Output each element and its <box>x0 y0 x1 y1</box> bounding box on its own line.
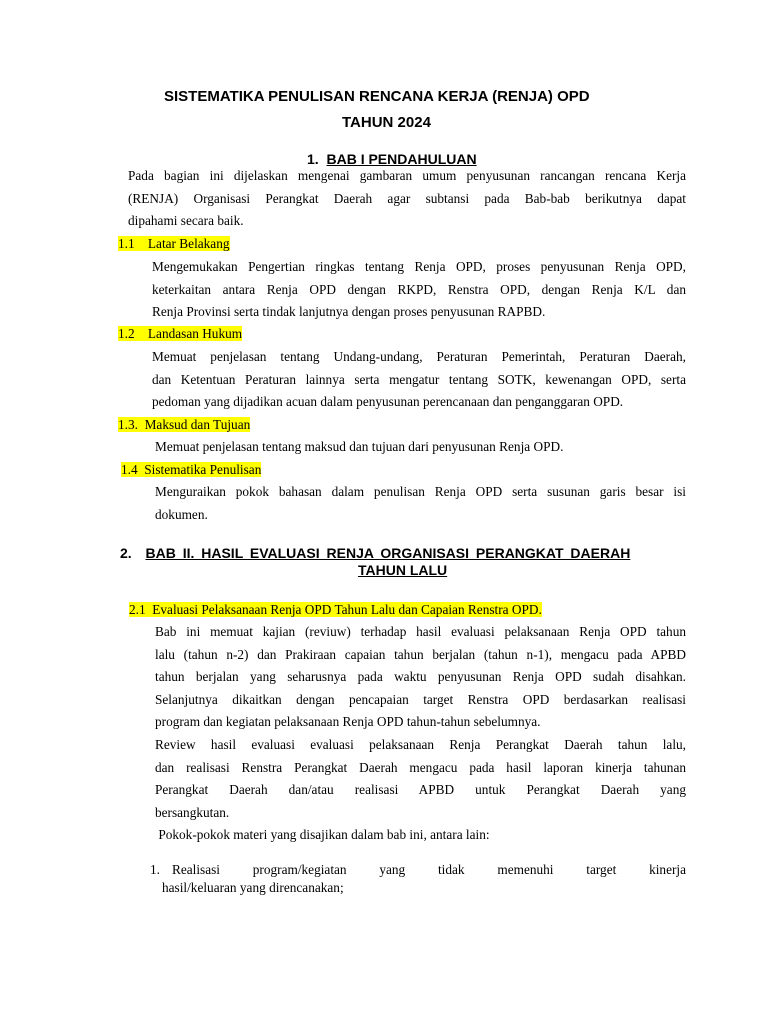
section-1-4-body <box>155 481 686 526</box>
paragraph-line: keterkaitan antara Renja OPD dengan RKPD, Renstra OPD, dengan Renja K/L dan <box>152 281 686 297</box>
section-title: Maksud dan Tujuan <box>144 417 251 432</box>
paragraph-line: dan Ketentuan Peraturan lainnya serta mengatur tentang SOTK, kewenangan OPD, serta <box>152 371 686 387</box>
list-item-line2: hasil/keluaran yang direncanakan; <box>162 880 344 895</box>
paragraph-line: Menguraikan pokok bahasan dalam penulisan Renja OPD serta susunan garis besar isi <box>155 484 686 499</box>
list-item <box>150 861 686 897</box>
chapter-1-title: BAB I PENDAHULUAN <box>326 151 477 167</box>
document-title-line1: SISTEMATIKA PENULISAN RENCANA KERJA (RENJA) OPD <box>164 88 590 105</box>
section-number: 1.1 <box>118 236 135 251</box>
section-1-2-heading <box>118 326 242 342</box>
section-title: Sistematika Penulisan <box>144 462 262 477</box>
chapter-1-intro <box>128 165 686 233</box>
section-1-1-body <box>152 256 686 324</box>
paragraph-line: (RENJA) Organisasi Perangkat Daerah agar subtansi pada Bab-bab berikutnya dapat <box>128 190 686 206</box>
section-highlight <box>118 326 242 341</box>
paragraph-line: bersangkutan. <box>155 804 230 820</box>
chapter-2-heading-line2 <box>358 562 447 578</box>
paragraph-line: lalu (tahun n-2) dan Prakiraan capaian tahun berjalan (tahun n-1), mengacu pada APBD <box>155 646 686 662</box>
section-title: Landasan Hukum <box>147 326 243 341</box>
paragraph-line: Bab ini memuat kajian (reviuw) terhadap hasil evaluasi pelaksanaan Renja OPD tahun <box>155 624 686 639</box>
section-1-3-body <box>155 436 686 459</box>
section-number: 1.4 <box>121 462 138 477</box>
chapter-2-number: 2. <box>120 545 132 561</box>
section-title: Latar Belakang <box>147 236 230 251</box>
chapter-2-title-line2: TAHUN LALU <box>358 562 448 578</box>
section-highlight <box>118 417 250 432</box>
chapter-1-number: 1. <box>307 151 319 167</box>
section-number: 1.3. <box>118 417 138 432</box>
chapter-2-title-line1: BAB II. HASIL EVALUASI RENJA ORGANISASI PERANGKAT DAERAH <box>145 545 631 561</box>
paragraph-line: dokumen. <box>155 506 208 522</box>
paragraph-line: Mengemukakan Pengertian ringkas tentang Renja OPD, proses penyusunan Renja OPD, <box>152 259 686 274</box>
section-number: 2.1 <box>129 602 146 617</box>
paragraph-line: Renja Provinsi serta tindak lanjutnya dengan proses penyusunan RAPBD. <box>152 304 546 320</box>
section-highlight <box>129 602 542 617</box>
list-item-number: 1. <box>150 862 160 877</box>
paragraph-line: Pada bagian ini dijelaskan mengenai gambaran umum penyusunan rancangan rencana Kerja <box>128 168 686 183</box>
chapter-2-heading <box>120 545 672 561</box>
paragraph-line: Memuat penjelasan tentang Undang-undang, Peraturan Pemerintah, Peraturan Daerah, <box>152 349 686 364</box>
section-number: 1.2 <box>118 326 135 341</box>
section-2-1-heading <box>129 602 542 618</box>
section-1-4-heading <box>121 462 261 478</box>
paragraph-line: dipahami secara baik. <box>128 213 244 229</box>
section-1-3-heading <box>118 417 250 433</box>
paragraph-line: Review hasil evaluasi evaluasi pelaksanaan Renja Perangkat Daerah tahun lalu, <box>155 736 686 752</box>
paragraph-line: program dan kegiatan pelaksanaan Renja OPD tahun-tahun sebelumnya. <box>155 714 541 730</box>
document-title-line2: TAHUN 2024 <box>342 114 431 131</box>
section-1-1-heading <box>118 236 230 252</box>
paragraph-line: Perangkat Daerah dan/atau realisasi APBD untuk Perangkat Daerah yang <box>155 782 686 798</box>
section-title: Evaluasi Pelaksanaan Renja OPD Tahun Lalu dan Capaian Renstra OPD. <box>152 602 542 617</box>
section-highlight <box>121 462 261 477</box>
paragraph-line: Selanjutnya dikaitkan dengan pencapaian target Renstra OPD berdasarkan realisasi <box>155 691 686 707</box>
section-1-2-body <box>152 346 686 414</box>
list-item-line1: Realisasi program/kegiatan yang tidak memenuhi target kinerja <box>172 862 686 877</box>
paragraph-line: dan realisasi Renstra Perangkat Daerah mengacu pada hasil laporan kinerja tahunan <box>155 759 686 775</box>
section-highlight <box>118 236 230 251</box>
section-2-1-body <box>155 621 686 847</box>
paragraph-line: Pokok-pokok materi yang disajikan dalam bab ini, antara lain: <box>155 827 490 843</box>
paragraph-line: Memuat penjelasan tentang maksud dan tujuan dari penyusunan Renja OPD. <box>155 439 564 454</box>
paragraph-line: pedoman yang dijadikan acuan dalam penyusunan perencanaan dan penganggaran OPD. <box>152 394 624 410</box>
paragraph-line: tahun berjalan yang seharusnya pada waktu penyusunan Renja OPD sudah disahkan. <box>155 669 686 685</box>
